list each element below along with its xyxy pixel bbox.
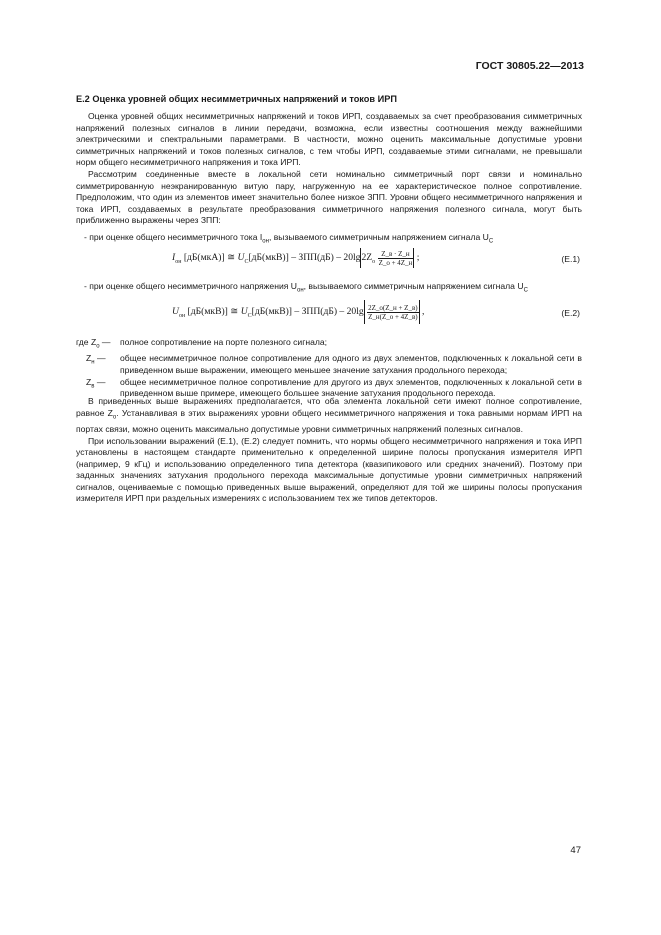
def-sub-1: н (91, 360, 95, 367)
e2-end: , (422, 306, 425, 318)
e1-unit1: дБ(мкА) (187, 252, 222, 264)
p3-text: В приведенных выше выражениях предполагается, что оба элемента локальной сети имеют полное сопротивление, равное Z (76, 396, 582, 418)
paragraph-3 (76, 396, 582, 505)
e1-minus: – ЗПП(дБ) – 20lg (291, 252, 361, 264)
def-sym-2: Z (86, 376, 92, 387)
lead1-tail: , вызываемого симметричным напряжением сигнала U (268, 232, 489, 242)
page-number: 47 (570, 845, 581, 856)
lead1-sub: он (262, 238, 269, 245)
paragraph-3-text (76, 396, 582, 436)
def-sym-0: Z (90, 337, 97, 347)
p3-tail: . Устанавливая в этих выражениях уровни общего несимметричного напряжения и тока равными нормам ИРП на портах связи, можно оценить максимально допустимые уровни симметричных напряжений полезных сигналов. (76, 407, 582, 434)
formula-e2: $U_{он}$ [дБ(мкВ)] ≅ $U_C[дБ(мкВ)] - ЗПП(дБ) - 20\lg$ $\frac{2Z\_о(Z\_н + Z\_в)}{Z\_н(Z\_о + 4Z\_в)}$ , (172, 300, 424, 324)
lead1-tail-sub: C (488, 238, 494, 245)
def-sub-0: о (96, 343, 100, 350)
definition-text: полное сопротивление на порте полезного сигнала; (120, 337, 328, 347)
paragraph-1-text: Оценка уровней общих несимметричных напряжений и токов ИРП, создаваемых за счет преобразования симметричных напряжений полезных сигналов в линии передачи, возможна, если известны соотношения между важнейшими электрическими и спектральными параметрами. В частности, можно оценить максимальные допустимые уровни симметричных напряжений и токов полезных сигналов, с тем чтобы ИРП, создаваемые этими сигналами, не превышали норм общего несимметричного напряжения и тока ИРП. (76, 111, 582, 168)
lead2-text: - при оценке общего несимметричного напряжения U (84, 281, 297, 291)
formula-number-e2: (Е.2) (561, 308, 580, 318)
formula-e1: $I_{он}$ [дБ(мкА)] ≅ $U_C[дБ(мкВ)] - ЗПП(дБ) - 20\lg 2Z_о$ $\frac{Z\_в \cdot Z\_н}{Z\_о + 4Z\_н}$ ; (172, 249, 420, 267)
paragraph-4-text: При использовании выражений (Е.1), (Е.2) следует помнить, что нормы общего несимметричного напряжения и тока ИРП установлены в настоящем стандарте применительно к определенной ширине полосы пропускания измерителя ИРП (например, 9 кГц) и использованию определенного типа детектора (квазипикового или средних значений). Поэтому при заданных значениях затухания продольного перехода максимальные допустимые уровни симметричных напряжений сигналов, оцениваемые с помощью приведенных выше выражений, определяют для той же ширины полосы пропускания измерителя ИРП при раздельных измерениях с использованием тех же типов детекторов. (76, 435, 582, 504)
e2-abs-right (419, 300, 420, 324)
e2-lhs-sub: он (178, 313, 186, 320)
e2-unit2: дБ(мкВ) (254, 306, 289, 318)
definition-symbol (76, 353, 120, 376)
e1-abs-right (413, 248, 414, 268)
e2-lhs: U (172, 306, 179, 318)
e2-den: Z_н(Z_о + 4Z_в) (368, 312, 418, 321)
definitions-list (76, 337, 582, 400)
e1-fraction (378, 250, 414, 267)
definition-text: общее несимметричное полное сопротивление для одного из двух элементов, подключенных к локальной сети в приведенном выше выражении, имеющего меньшее значение затухания продольного перехода; (120, 353, 582, 375)
lead2-tail: , вызываемого симметричным напряжением сигнала U (303, 281, 524, 291)
e1-end: ; (416, 252, 420, 264)
definition-item (76, 353, 582, 376)
e2-abs-left (364, 300, 365, 324)
e1-factor: 2Z (361, 252, 373, 264)
section-title: Е.2 Оценка уровней общих несимметричных напряжений и токов ИРП (76, 94, 397, 104)
def-dash-2: — (96, 376, 106, 387)
e2-u: U (240, 306, 248, 318)
e1-u: U (237, 252, 245, 264)
def-dash-0: — (101, 337, 111, 347)
e2-minus: – ЗПП(дБ) – 20lg (294, 306, 364, 318)
e1-num: Z_в · Z_н (378, 250, 414, 259)
definition-symbol (76, 337, 120, 353)
standard-code: ГОСТ 30805.22—2013 (475, 60, 584, 72)
lead2-sub: он (297, 287, 304, 294)
def-sub-2: в (91, 383, 95, 390)
def-sym-1: Z (86, 353, 92, 364)
p3-sub: о (112, 414, 117, 421)
e2-num: 2Z_о(Z_н + Z_в) (368, 303, 418, 312)
e1-factor-sub: о (372, 259, 376, 266)
e1-u-sub: C (244, 259, 249, 266)
e2-approx: ≅ (230, 306, 239, 318)
formula-2-lead (84, 281, 528, 297)
definitions-intro: где (76, 337, 89, 347)
definition-item (76, 337, 582, 353)
e1-approx: ≅ (227, 252, 236, 264)
formula-number-e1: (Е.1) (561, 254, 580, 264)
formula-1-lead (84, 232, 493, 248)
e1-den: Z_о + 4Z_н (378, 258, 413, 267)
e2-unit1: дБ(мкВ) (190, 306, 225, 318)
paragraph-2-text: Рассмотрим соединенные вместе в локальной сети номинально симметричный порт связи и номинально симметрированную неэкранированную витую пару, нагруженную на ее характеристическое полное сопротивление. Предположим, что один из элементов имеет значительно более низкое ЗПП. Уровни общего несимметричного напряжения и тока ИРП, создаваемых в результате преобразования симметричного напряжения полезного сигнала, могут быть приближенно выражены через ЗПП: (76, 168, 582, 226)
e2-u-sub: C (247, 313, 252, 320)
e1-lhs-sub: он (175, 259, 182, 266)
definition-text: общее несимметричное полное сопротивление для другого из двух элементов, подключенных к локальной сети в приведенном выше примере, имеющего большее значение затухания продольного перехода. (120, 376, 582, 399)
paragraph-1 (76, 111, 582, 227)
e1-lhs: I (172, 252, 176, 264)
e2-fraction (367, 304, 419, 321)
e1-unit2: дБ(мкВ) (251, 252, 286, 264)
lead2-tail-sub: C (523, 287, 528, 294)
lead1-text: - при оценке общего несимметричного тока I (84, 232, 263, 242)
def-dash-1: — (96, 353, 106, 364)
